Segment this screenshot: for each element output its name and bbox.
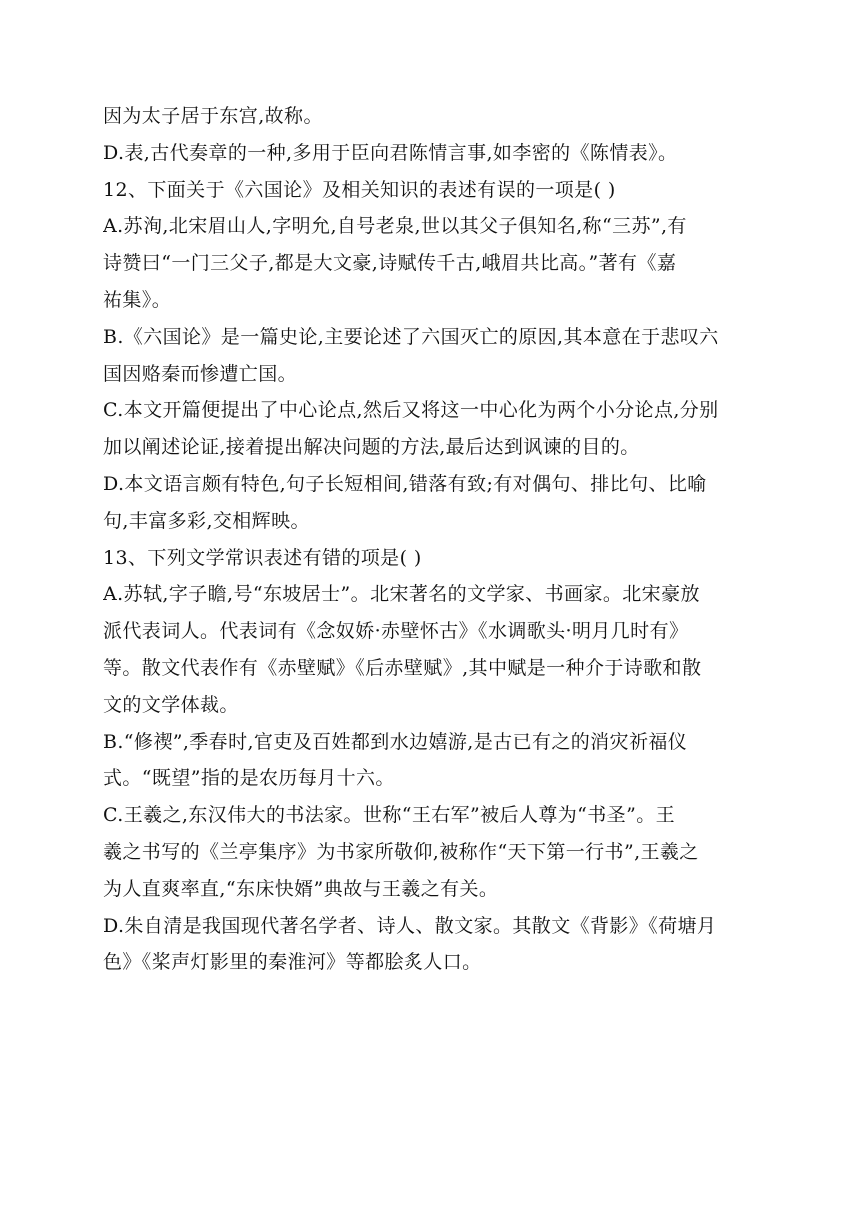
text-line: C.本文开篇便提出了中心论点,然后又将这一中心化为两个小分论点,分别 (103, 399, 719, 422)
text-line: 羲之书写的《兰亭集序》为书家所敬仰,被称作“天下第一行书”,王羲之 (103, 840, 699, 863)
document-body (103, 98, 771, 981)
text-line: 诗赞曰“一门三父子,都是大文豪,诗赋传千古,峨眉共比高。”著有《嘉 (103, 252, 677, 275)
text-line: D.表,古代奏章的一种,多用于臣向君陈情言事,如李密的《陈情表》。 (103, 141, 678, 164)
text-line: 为人直爽率直,“东床快婿”典故与王羲之有关。 (103, 877, 499, 900)
text-line: 句,丰富多彩,交相辉映。 (103, 509, 310, 532)
text-line: A.苏轼,字子瞻,号“东坡居士”。北宋著名的文学家、书画家。北宋豪放 (103, 583, 700, 606)
text-line: 加以阐述论证,接着提出解决问题的方法,最后达到讽谏的目的。 (103, 436, 640, 459)
text-line: 派代表词人。代表词有《念奴娇·赤壁怀古》《水调歌头·明月几时有》 (103, 620, 689, 643)
text-line: 式。“既望”指的是农历每月十六。 (103, 767, 395, 790)
text-line: D.朱自清是我国现代著名学者、诗人、散文家。其散文《背影》《荷塘月 (103, 914, 717, 937)
text-line: 等。散文代表作有《赤壁赋》《后赤壁赋》,其中赋是一种介于诗歌和散 (103, 656, 702, 679)
question-13-stem: 13、下列文学常识表述有错的项是( ) (103, 546, 422, 569)
text-line: A.苏洵,北宋眉山人,字明允,自号老泉,世以其父子俱知名,称“三苏”,有 (103, 215, 687, 238)
text-line: 文的文学体裁。 (103, 693, 239, 716)
text-line: 祐集》。 (103, 288, 172, 311)
text-line: D.本文语言颇有特色,句子长短相间,错落有致;有对偶句、排比句、比喻 (103, 472, 707, 495)
text-line: 因为太子居于东宫,故称。 (103, 105, 323, 127)
question-12-stem: 12、下面关于《六国论》及相关知识的表述有误的一项是( ) (103, 178, 616, 201)
text-line: C.王羲之,东汉伟大的书法家。世称“王右军”被后人尊为“书圣”。王 (103, 804, 675, 827)
text-line: B.“修禊”,季春时,官吏及百姓都到水边嬉游,是古已有之的消灾祈福仪 (103, 730, 688, 753)
text-line: 国因赂秦而惨遭亡国。 (103, 362, 298, 385)
text-line: 色》《桨声灯影里的秦淮河》等都脍炙人口。 (103, 951, 482, 974)
text-line: B.《六国论》是一篇史论,主要论述了六国灭亡的原因,其本意在于悲叹六 (103, 325, 719, 348)
